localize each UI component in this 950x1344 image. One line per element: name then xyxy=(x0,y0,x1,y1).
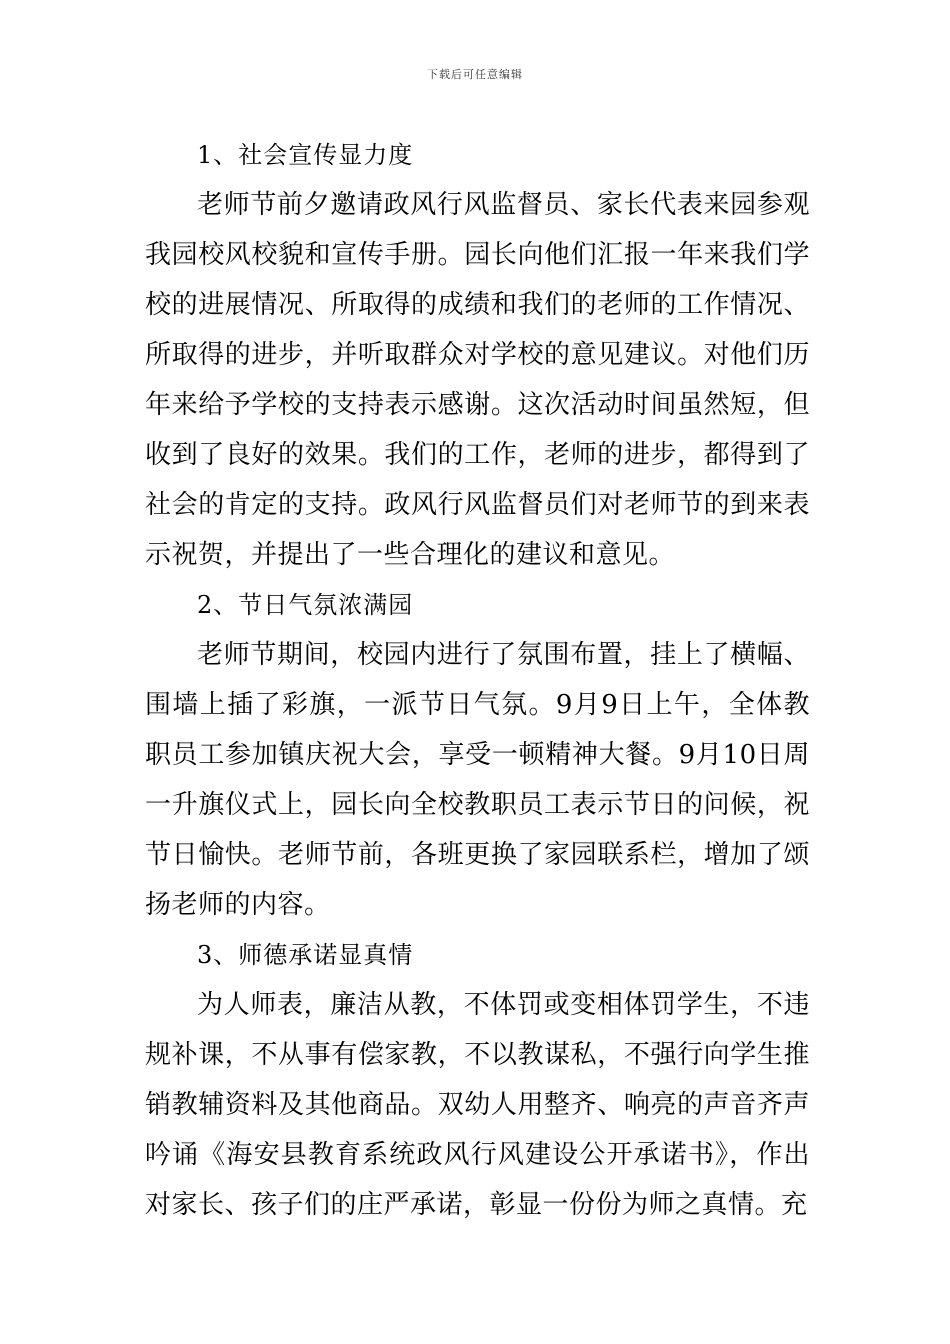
section-heading-2: 2、节日气氛浓满园 xyxy=(197,591,414,619)
section-paragraph-3: 为人师表，廉洁从教，不体罚或变相体罚学生，不违规补课，不从事有偿家教，不以教谋私，不强行向学生推销教辅资料及其他商品。双幼人用整齐、响亮的声音齐声吟诵《海安县教育系统政风行风建设公开承诺书》，作出对家长、孩子们的庄严承诺，彰显一份份为师之真情。充 xyxy=(145,990,810,1220)
section-paragraph-2: 老师节期间，校园内进行了氛围布置，挂上了横幅、围墙上插了彩旗，一派节日气氛。9月9日上午，全体教职员工参加镇庆祝大会，享受一顿精神大餐。9月10日周一升旗仪式上，园长向全校教职员工表示节日的问候，祝节日愉快。老师节前，各班更换了家园联系栏，增加了颂扬老师的内容。 xyxy=(145,640,810,920)
section-paragraph-1: 老师节前夕邀请政风行风监督员、家长代表来园参观我园校风校貌和宣传手册。园长向他们汇报一年来我们学校的进展情况、所取得的成绩和我们的老师的工作情况、所取得的进步，并听取群众对学校的意见建议。对他们历年来给予学校的支持表示感谢。这次活动时间虽然短，但收到了良好的效果。我们的工作，老师的进步，都得到了社会的肯定的支持。政风行风监督员们对老师节的到来表示祝贺，并提出了一些合理化的建议和意见。 xyxy=(145,190,810,570)
section-heading-1: 1、社会宣传显力度 xyxy=(197,141,414,169)
section-heading-3: 3、师德承诺显真情 xyxy=(197,941,414,969)
header-note: 下载后可任意编辑 xyxy=(427,68,523,81)
document-body xyxy=(145,130,810,1230)
